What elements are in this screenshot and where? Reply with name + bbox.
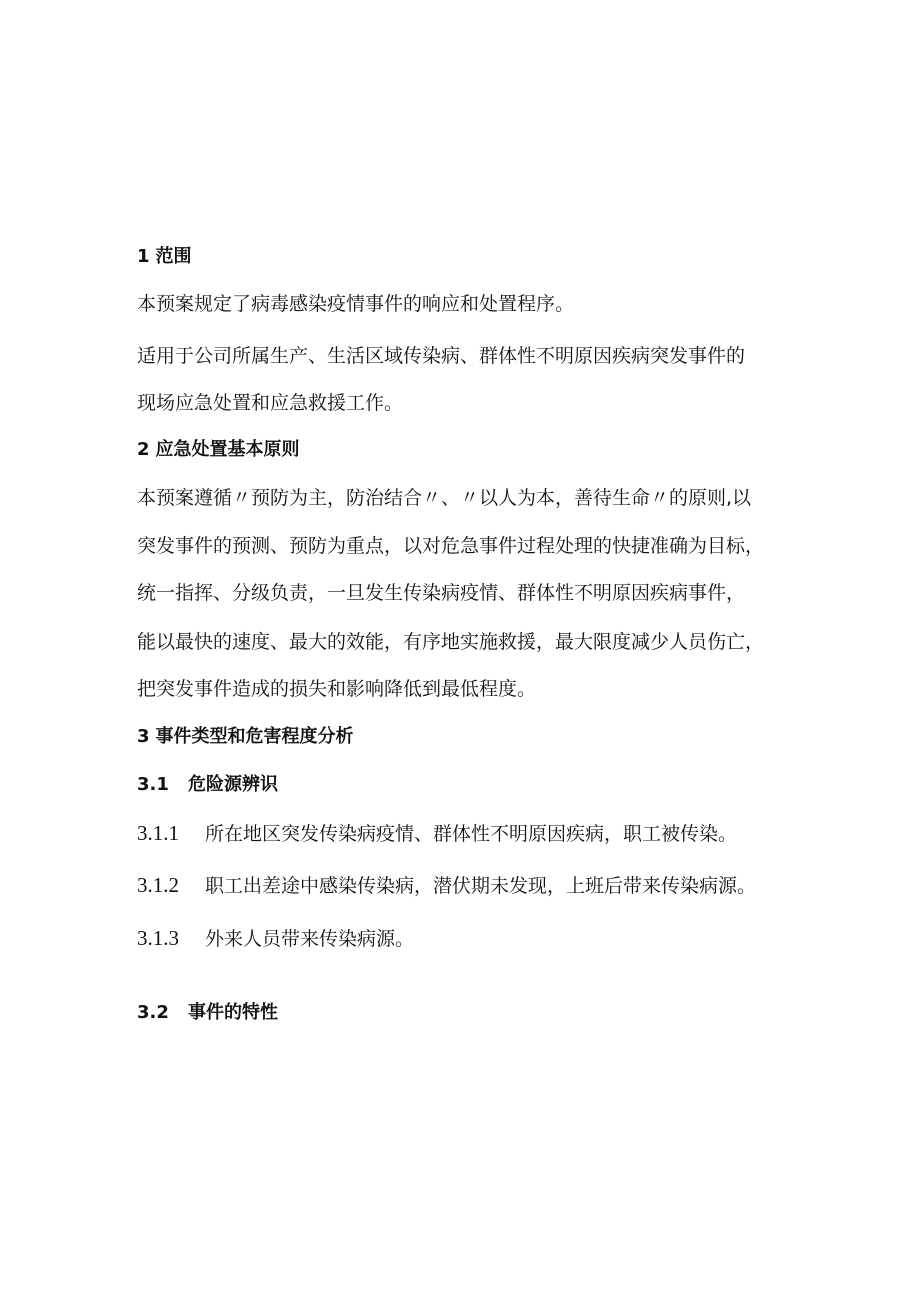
item-text: 所在地区突发传染病疫情、群体性不明原因疾病，职工被传染。 [205, 823, 738, 845]
item-text: 职工出差途中感染传染病，潜伏期未发现，上班后带来传染病源。 [205, 875, 757, 897]
list-item [137, 872, 756, 899]
paragraph-line: 现场应急处置和应急救援工作。 [137, 392, 404, 414]
section-2-heading [137, 437, 300, 463]
section-1-heading [137, 244, 192, 270]
section-3-heading [137, 724, 354, 750]
section-number: 3 [137, 726, 150, 747]
paragraph-line: 适用于公司所属生产、生活区域传染病、群体性不明原因疾病突发事件的 [137, 345, 746, 367]
section-title: 危险源辨识 [188, 774, 278, 795]
section-3-2-heading [137, 1000, 278, 1026]
section-title: 应急处置基本原则 [155, 439, 300, 460]
paragraph-line: 突发事件的预测、预防为重点，以对危急事件过程处理的快捷准确为目标， [137, 535, 765, 557]
item-number: 3.1.3 [137, 926, 179, 950]
list-item [137, 820, 737, 847]
section-title: 事件类型和危害程度分析 [155, 726, 354, 747]
section-number: 3.1 [137, 774, 169, 795]
section-number: 2 [137, 439, 150, 460]
section-title: 范围 [155, 246, 192, 267]
item-number: 3.1.1 [137, 821, 179, 845]
list-item [137, 925, 414, 952]
paragraph-line: 本预案规定了病毒感染疫情事件的响应和处置程序。 [137, 293, 575, 315]
paragraph-line: 本预案遵循〃预防为主，防治结合〃、〃以人为本，善待生命〃的原则,以 [137, 487, 752, 509]
section-3-1-heading [137, 772, 278, 798]
paragraph-line: 统一指挥、分级负责，一旦发生传染病疫情、群体性不明原因疾病事件， [137, 582, 746, 604]
section-number: 3.2 [137, 1002, 169, 1023]
item-text: 外来人员带来传染病源。 [205, 928, 415, 950]
section-title: 事件的特性 [188, 1002, 278, 1023]
paragraph-line: 能以最快的速度、最大的效能，有序地实施救援，最大限度减少人员伤亡， [137, 631, 765, 653]
item-number: 3.1.2 [137, 873, 179, 897]
section-number: 1 [137, 246, 150, 267]
paragraph-line: 把突发事件造成的损失和影响降低到最低程度。 [137, 678, 537, 700]
